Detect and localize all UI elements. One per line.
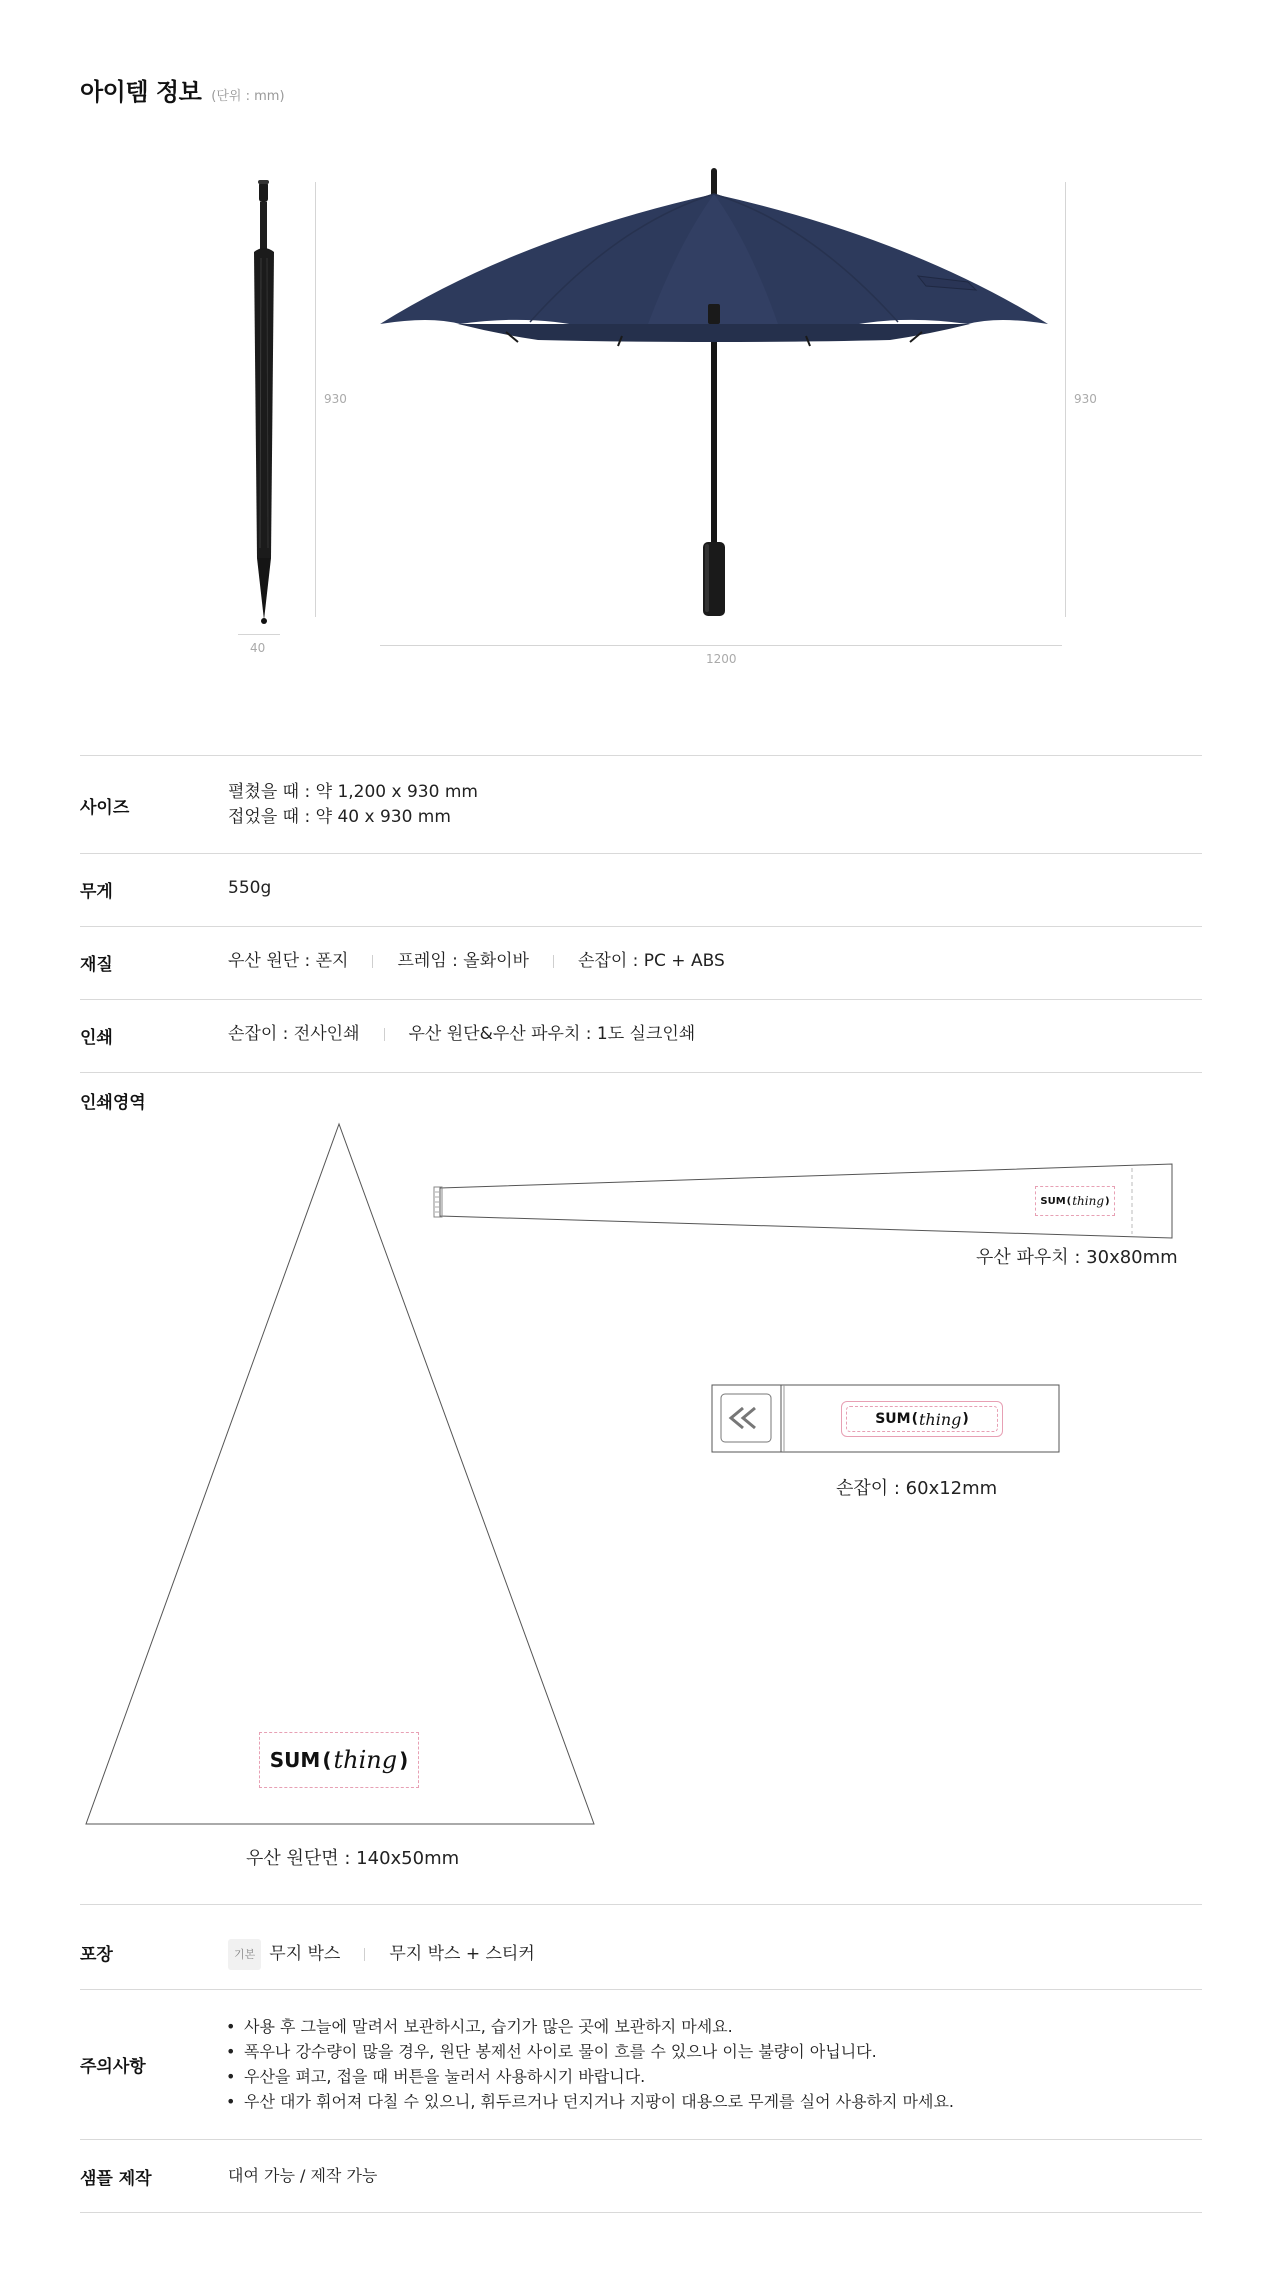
separator (553, 955, 554, 968)
separator (384, 1028, 385, 1041)
cautions-label: 주의사항 (80, 2057, 146, 2077)
logo-bracket-icon: ( (911, 1411, 918, 1427)
logo-sum-text: SUM (875, 1411, 911, 1427)
open-width-line (380, 645, 1062, 646)
material-handle: 손잡이 : PC + ABS (577, 951, 725, 971)
table-divider (80, 853, 1202, 854)
table-divider (80, 755, 1202, 756)
unit-note: (단위 : mm) (211, 89, 285, 104)
packaging-option-plain: 무지 박스 (269, 1944, 341, 1964)
size-open-value: 펼쳤을 때 : 약 1,200 x 930 mm (228, 782, 478, 802)
print-handle: 손잡이 : 전사인쇄 (228, 1024, 360, 1044)
logo-bracket-icon: ) (1105, 1195, 1110, 1207)
logo-bracket-icon: ) (962, 1411, 969, 1427)
logo-thing-text: thing (918, 1409, 962, 1429)
section-header (80, 72, 285, 107)
print-area-label: 인쇄영역 (80, 1093, 146, 1113)
separator (372, 955, 373, 968)
list-item: • 사용 후 그늘에 말려서 보관하시고, 습기가 많은 곳에 보관하지 마세요. (226, 2014, 1186, 2039)
material-value (228, 949, 725, 974)
packaging-value (228, 1939, 535, 1970)
size-folded-value: 접었을 때 : 약 40 x 930 mm (228, 807, 451, 827)
table-divider (80, 1989, 1202, 1990)
handle-logo-area (841, 1401, 1003, 1437)
print-label: 인쇄 (80, 1028, 113, 1048)
canopy-logo-area (259, 1732, 419, 1788)
table-divider (80, 2139, 1202, 2140)
size-value (228, 780, 478, 830)
material-frame: 프레임 : 올화이바 (397, 951, 529, 971)
list-item: • 우산을 펴고, 접을 때 버튼을 눌러서 사용하시기 바랍니다. (226, 2064, 1186, 2089)
print-fabric-pouch: 우산 원단&우산 파우치 : 1도 실크인쇄 (408, 1024, 696, 1044)
default-badge: 기본 (228, 1939, 261, 1970)
logo-thing-text: thing (1072, 1194, 1105, 1208)
canopy-caption: 우산 원단면 : 140x50mm (246, 1848, 460, 1869)
folded-height-label: 930 (324, 392, 347, 406)
pouch-logo-area (1035, 1186, 1115, 1216)
sample-label: 샘플 제작 (80, 2169, 152, 2189)
handle-logo-inner (846, 1406, 998, 1432)
open-height-line (1065, 182, 1066, 617)
list-item: • 폭우나 강수량이 많을 경우, 원단 봉제선 사이로 물이 흐를 수 있으나 이는 불량이 아닙니다. (226, 2039, 1186, 2064)
logo-bracket-icon: ) (399, 1748, 409, 1772)
sample-value: 대여 가능 / 제작 가능 (228, 2166, 378, 2185)
pouch-caption: 우산 파우치 : 30x80mm (976, 1247, 1178, 1268)
open-width-label: 1200 (706, 652, 737, 666)
logo-bracket-icon: ( (322, 1748, 332, 1772)
separator (364, 1948, 365, 1961)
handle-caption: 손잡이 : 60x12mm (836, 1478, 998, 1499)
table-divider (80, 999, 1202, 1000)
folded-width-line (238, 634, 280, 635)
table-divider (80, 926, 1202, 927)
table-divider (80, 2212, 1202, 2213)
weight-value: 550g (228, 878, 272, 898)
table-divider (80, 1904, 1202, 1905)
material-fabric: 우산 원단 : 폰지 (228, 951, 349, 971)
logo-thing-text: thing (333, 1746, 398, 1774)
material-label: 재질 (80, 955, 113, 975)
open-umbrella-image (378, 164, 1050, 630)
folded-height-line (315, 182, 316, 617)
packaging-label: 포장 (80, 1945, 113, 1965)
open-height-label: 930 (1074, 392, 1097, 406)
page-title: 아이템 정보 (80, 78, 202, 106)
list-item: • 우산 대가 휘어져 다칠 수 있으니, 휘두르거나 던지거나 지팡이 대용으로 무게를 실어 사용하지 마세요. (226, 2089, 1186, 2114)
size-label: 사이즈 (80, 798, 130, 818)
logo-bracket-icon: ( (1066, 1195, 1072, 1207)
weight-label: 무게 (80, 882, 113, 902)
folded-umbrella-image (238, 178, 290, 628)
table-divider (80, 1072, 1202, 1073)
cautions-list (226, 2014, 1186, 2114)
logo-sum-text: SUM (1040, 1195, 1066, 1207)
packaging-option-sticker: 무지 박스 + 스티커 (389, 1944, 535, 1964)
logo-sum-text: SUM (269, 1748, 321, 1772)
print-value (228, 1022, 695, 1047)
folded-width-label: 40 (250, 641, 266, 655)
